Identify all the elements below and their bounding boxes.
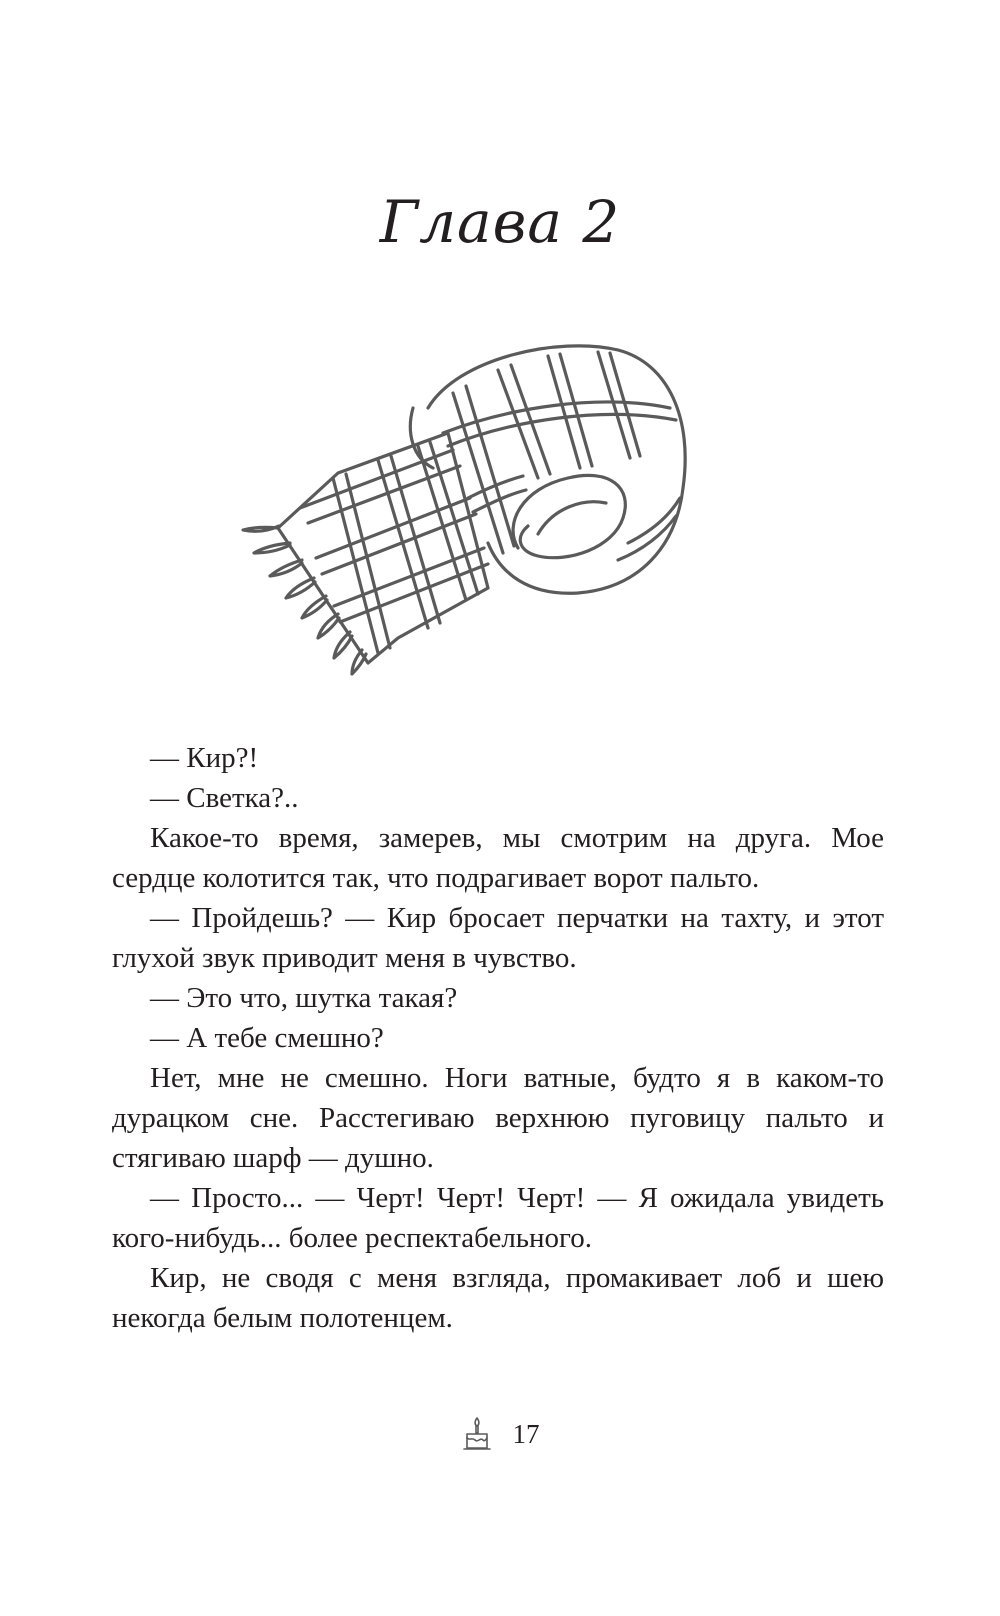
paragraph: — Просто... — Черт! Черт! Черт! — Я ожидала увидеть кого-нибудь... более респектабельного. [112,1182,884,1254]
paragraph: — Это что, шутка такая? [150,982,458,1014]
paragraph: Какое-то время, замерев, мы смотрим на друга. Мое сердце колотится так, что подрагивает ворот пальто. [112,822,884,894]
paragraph: — А тебе смешно? [150,1022,384,1054]
paragraph: — Светка?.. [150,782,299,814]
paragraph: — Пройдешь? — Кир бросает перчатки на тахту, и этот глухой звук приводит меня в чувство. [112,902,884,974]
plaid-scarf-illustration [238,338,698,678]
paragraph: Нет, мне не смешно. Ноги ватные, будто я в каком-то дурацком сне. Расстегиваю верхнюю пуговицу пальто и стягиваю шарф — душно. [112,1062,884,1174]
page-footer [0,1416,1000,1452]
paragraph: — Кир?! [150,742,259,774]
page-number: 17 [512,1418,540,1449]
chapter-text [112,738,884,1338]
candle-cake-icon [461,1416,493,1452]
paragraph: Кир, не сводя с меня взгляда, промакивает лоб и шею некогда белым полотенцем. [112,1262,884,1334]
chapter-title: Глава 2 [379,188,621,256]
